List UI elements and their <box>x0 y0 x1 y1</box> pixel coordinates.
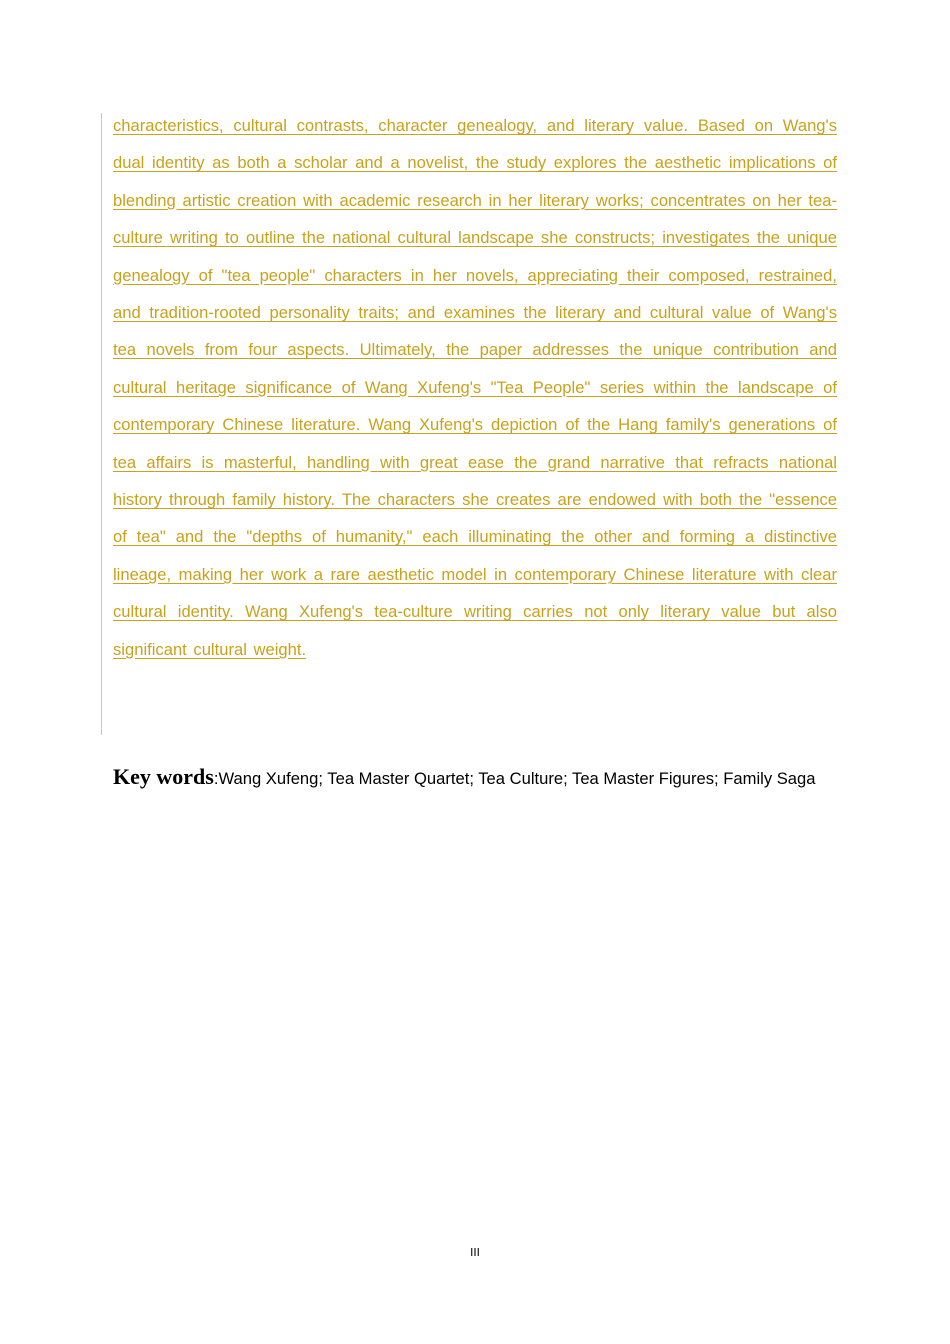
keywords-separator: : <box>213 769 219 788</box>
revision-change-bar <box>101 113 102 735</box>
abstract-paragraph: characteristics, cultural contrasts, character genealogy, and literary value. Based on Wang's dual identity as both a scholar and a novelist, the study explores the aesthetic implications of blending artistic creation with academic research in her literary works; concentrates on her tea-culture writing to outline the national cultural landscape she constructs; investigates the unique genealogy of "tea people" characters in her novels, appreciating their composed, restrained, and tradition-rooted personality traits; and examines the literary and cultural value of Wang's tea novels from four aspects. Ultimately, the paper addresses the unique contribution and cultural heritage significance of Wang Xufeng's "Tea People" series within the landscape of contemporary Chinese literature. Wang Xufeng's depiction of the Hang family's generations of tea affairs is masterful, handling with great ease the grand narrative that refracts national history through family history. The characters she creates are endowed with both the "essence of tea" and the "depths of humanity," each illuminating the other and forming a distinctive lineage, making her work a rare aesthetic model in contemporary Chinese literature with clear cultural identity. Wang Xufeng's tea-culture writing carries not only literary value but also significant cultural weight. <box>113 116 837 659</box>
page-number: III <box>470 1246 480 1259</box>
keywords-paragraph <box>113 754 837 802</box>
keywords-text: Wang Xufeng; Tea Master Quartet; Tea Culture; Tea Master Figures; Family Saga <box>218 769 816 788</box>
keywords-label: Key words <box>113 764 214 789</box>
